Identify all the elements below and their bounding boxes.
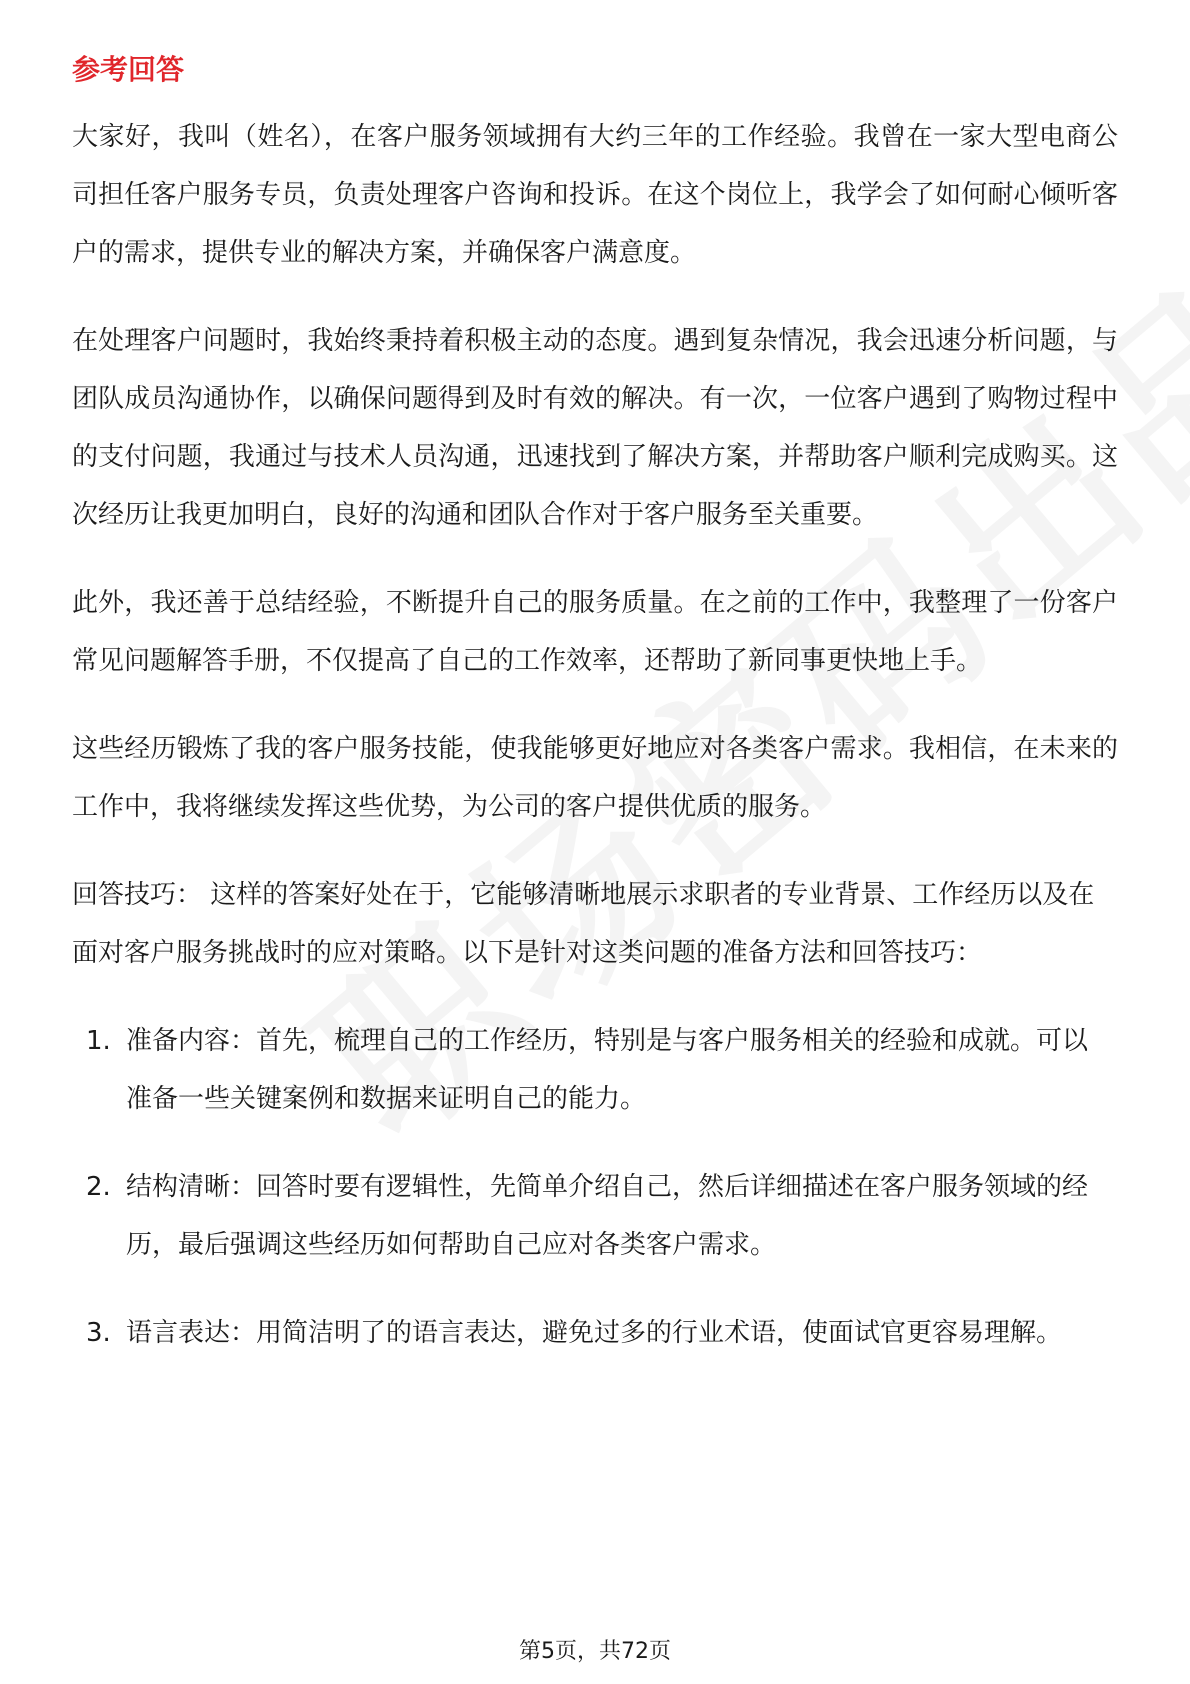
section-heading: 参考回答 xyxy=(72,53,185,86)
list-item xyxy=(72,1012,1118,1128)
paragraph-conclusion: 这些经历锻炼了我的客户服务技能，使我能够更好地应对各类客户需求。我相信，在未来的工作中，我将继续发挥这些优势，为公司的客户提供优质的服务。 xyxy=(72,734,1118,822)
paragraph-intro: 大家好，我叫（姓名），在客户服务领域拥有大约三年的工作经验。我曾在一家大型电商公司担任客户服务专员，负责处理客户咨询和投诉。在这个岗位上，我学会了如何耐心倾听客户的需求，提供专业的解决方案，并确保客户满意度。 xyxy=(72,122,1118,268)
tips-intro: 回答技巧： 这样的答案好处在于，它能够清晰地展示求职者的专业背景、工作经历以及在面对客户服务挑战时的应对策略。以下是针对这类问题的准备方法和回答技巧： xyxy=(72,880,1095,968)
list-item-number: 2. xyxy=(86,1172,111,1202)
list-item-text: 准备内容：首先，梳理自己的工作经历，特别是与客户服务相关的经验和成就。可以准备一些关键案例和数据来证明自己的能力。 xyxy=(126,1026,1089,1114)
list-item xyxy=(72,1304,1118,1362)
paragraph-problem-solving: 在处理客户问题时，我始终秉持着积极主动的态度。遇到复杂情况，我会迅速分析问题，与团队成员沟通协作，以确保问题得到及时有效的解决。有一次，一位客户遇到了购物过程中的支付问题，我通过与技术人员沟通，迅速找到了解决方案，并帮助客户顺利完成购买。这次经历让我更加明白，良好的沟通和团队合作对于客户服务至关重要。 xyxy=(72,326,1118,530)
list-item-number: 3. xyxy=(86,1318,111,1348)
paragraph-summary-experience: 此外，我还善于总结经验，不断提升自己的服务质量。在之前的工作中，我整理了一份客户常见问题解答手册，不仅提高了自己的工作效率，还帮助了新同事更快地上手。 xyxy=(72,588,1118,676)
list-item-text: 语言表达：用简洁明了的语言表达，避免过多的行业术语，使面试官更容易理解。 xyxy=(126,1318,1063,1348)
list-item-text: 结构清晰：回答时要有逻辑性，先简单介绍自己，然后详细描述在客户服务领域的经历，最后强调这些经历如何帮助自己应对各类客户需求。 xyxy=(126,1172,1089,1260)
list-item-number: 1. xyxy=(86,1026,111,1056)
page-footer: 第5页，共72页 xyxy=(519,1639,671,1664)
document-page xyxy=(72,50,1118,1392)
list-item xyxy=(72,1158,1118,1274)
tips-list xyxy=(72,1012,1118,1362)
